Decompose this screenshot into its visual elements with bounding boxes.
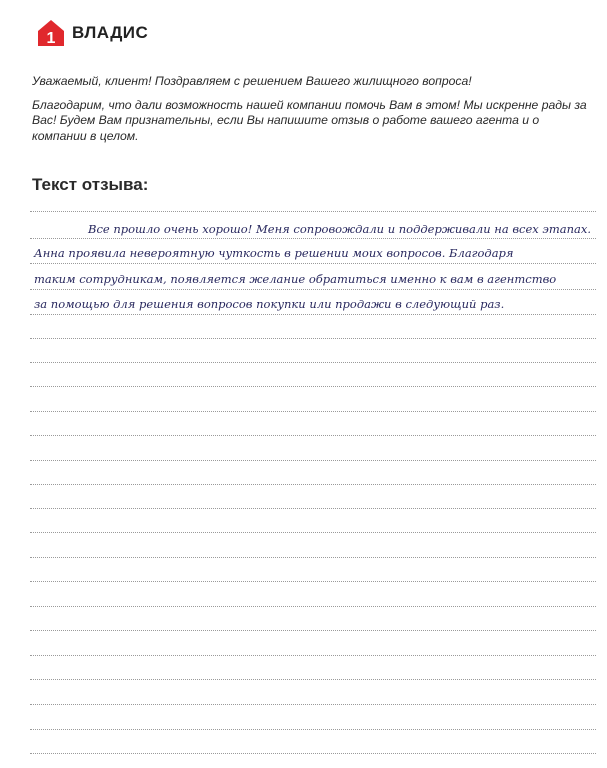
ruled-line xyxy=(30,729,596,730)
ruled-line xyxy=(30,508,596,509)
ruled-line xyxy=(30,606,596,607)
brand-name: ВЛАДИС xyxy=(72,23,149,42)
handwritten-line: за помощью для решения вопросов покупки или продажи в следующий раз. xyxy=(34,297,505,311)
review-title: Текст отзыва: xyxy=(32,175,149,194)
ruled-line xyxy=(30,338,596,339)
intro-body-text: Благодарим, что дали возможность нашей компании помочь Вам в этом! Мы искренне рады за Вас! Будем Вам признательны, если Вы напишите отзыв о работе вашего агента и о компании в целом. xyxy=(32,97,587,143)
ruled-line xyxy=(30,679,596,680)
ruled-line xyxy=(30,411,596,412)
ruled-line xyxy=(30,362,596,363)
handwritten-line: Анна проявила невероятную чуткость в решении моих вопросов. Благодаря xyxy=(34,246,514,260)
ruled-line xyxy=(30,211,596,212)
ruled-line xyxy=(30,386,596,387)
ruled-line xyxy=(30,630,596,631)
ruled-line xyxy=(30,435,596,436)
ruled-line xyxy=(30,460,596,461)
handwritten-line: таким сотрудникам, появляется желание обратиться именно к вам в агентство xyxy=(34,272,557,286)
ruled-line xyxy=(30,753,596,754)
ruled-line xyxy=(30,655,596,656)
ruled-line xyxy=(30,557,596,558)
handwritten-line: Все прошло очень хорошо! Меня сопровождали и поддерживали на всех этапах. xyxy=(88,222,592,236)
ruled-line xyxy=(30,484,596,485)
ruled-line xyxy=(30,704,596,705)
ruled-line xyxy=(30,532,596,533)
ruled-line xyxy=(30,581,596,582)
logo-digit: 1 xyxy=(46,30,56,47)
greeting-text: Уважаемый, клиент! Поздравляем с решением Вашего жилищного вопроса! xyxy=(32,74,472,88)
